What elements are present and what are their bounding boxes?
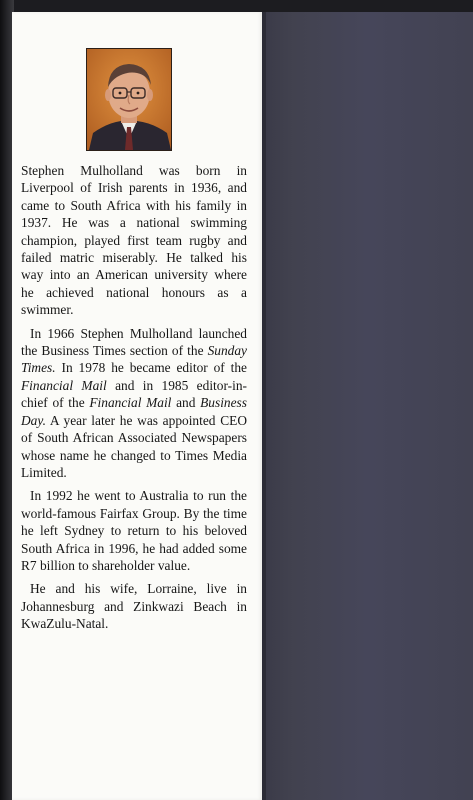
bio-p2-publication-financial-mail: Financial Mail [21,377,107,393]
bio-p2-text-3: and in 1985 editor-in-chief of the [21,377,247,411]
bio-p2-publication-business-day: Business Day. [21,395,247,428]
bio-paragraph-4: He and his wife, Lorraine, live in Johannesburg and Zinkwazi Beach in KwaZulu-Natal. [21,581,247,632]
bio-paragraph-1: Stephen Mulholland was born in Liverpool of Irish parents in 1936, and came to South Africa with his family in 1937. He was a national swimming champion, played first team rugby and failed matric miserably. He talked his way into an American university where he achieved national honours as a swimmer. [21,163,247,318]
bio-p2-text-2: In 1978 he became editor of the [55,360,247,376]
author-biography [21,162,247,639]
bio-p2-text-1: In 1966 Stephen Mulholland launched the Business Times section of the [21,325,247,359]
cover-fold-shadow [262,12,266,800]
bio-paragraph-3: In 1992 he went to Australia to run the world-famous Fairfax Group. By the time he left Sydney to return to his beloved South Africa in 1996, he had added some R7 billion to shareholder value. [21,488,247,573]
bio-p2-publication-financial-mail-2: Financial Mail [89,395,172,411]
bio-p2-text-4: and [171,395,201,411]
bio-p2-publication-sunday-times: Sunday Times. [21,343,247,376]
bio-p2-text-5: A year later he was appointed CEO of South African Associated Newspapers whose name he changed to Times Media Limited. [21,412,247,480]
bio-paragraph-2 [21,325,247,482]
author-photo [86,48,172,151]
scan-top-edge [0,0,473,12]
book-cover-cloth [262,12,473,800]
author-portrait-icon [87,49,171,150]
